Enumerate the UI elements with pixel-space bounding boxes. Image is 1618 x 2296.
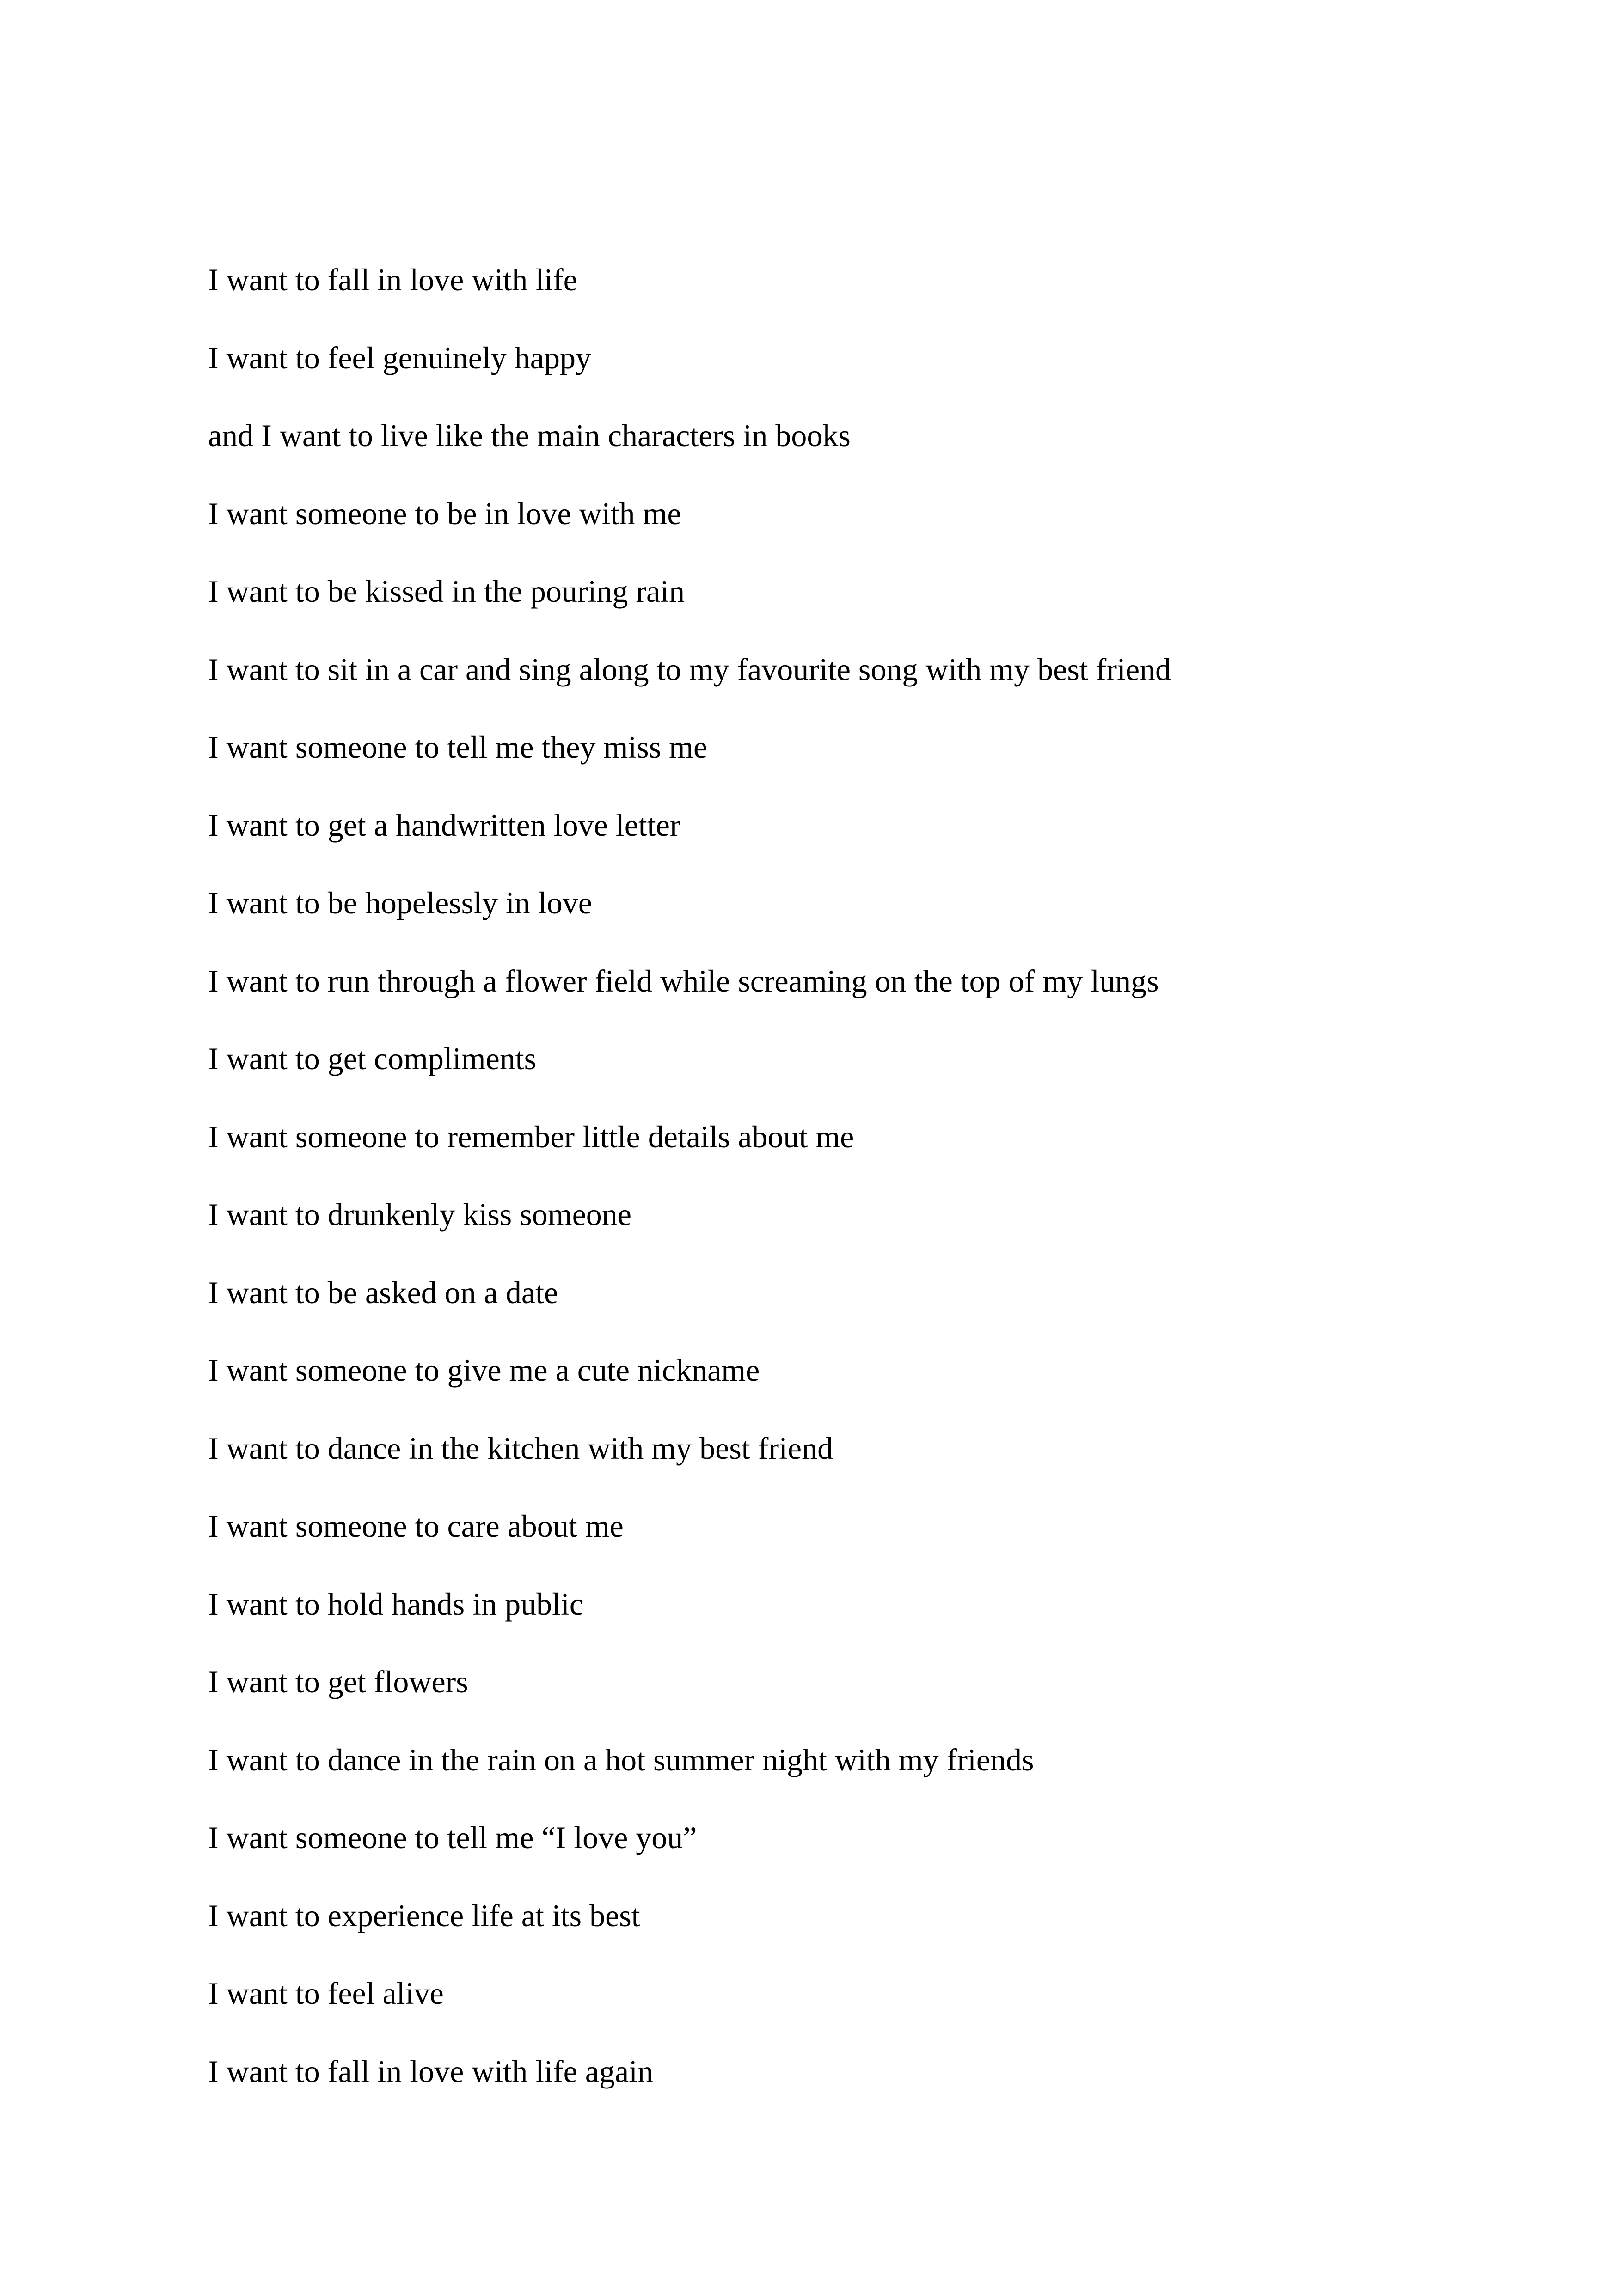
poem-line: I want to fall in love with life bbox=[208, 262, 577, 297]
poem-line: I want to get a handwritten love letter bbox=[208, 807, 680, 843]
poem-line: I want someone to be in love with me bbox=[208, 496, 681, 531]
poem-line: and I want to live like the main characters in books bbox=[208, 418, 851, 453]
poem-line: I want to feel alive bbox=[208, 1976, 444, 2011]
poem-line: I want someone to care about me bbox=[208, 1508, 624, 1543]
poem-line: I want to be kissed in the pouring rain bbox=[208, 574, 685, 609]
poem-line: I want to feel genuinely happy bbox=[208, 340, 591, 375]
poem-line: I want to experience life at its best bbox=[208, 1898, 640, 1933]
poem-line: I want to fall in love with life again bbox=[208, 2053, 654, 2089]
poem-line: I want someone to remember little details about me bbox=[208, 1119, 854, 1154]
poem-line: I want someone to tell me they miss me bbox=[208, 729, 708, 765]
poem-line: I want to run through a flower field while screaming on the top of my lungs bbox=[208, 963, 1159, 998]
poem-line: I want to get compliments bbox=[208, 1041, 537, 1076]
poem-line: I want to hold hands in public bbox=[208, 1586, 584, 1622]
poem-line: I want someone to give me a cute nickname bbox=[208, 1353, 760, 1388]
poem-line: I want someone to tell me “I love you” bbox=[208, 1820, 697, 1855]
poem-line: I want to dance in the rain on a hot summer night with my friends bbox=[208, 1742, 1034, 1777]
poem-line: I want to drunkenly kiss someone bbox=[208, 1197, 631, 1232]
poem-lines bbox=[208, 252, 1502, 2121]
poem-line: I want to be asked on a date bbox=[208, 1274, 558, 1310]
poem-line: I want to dance in the kitchen with my best friend bbox=[208, 1430, 834, 1466]
poem-line: I want to sit in a car and sing along to my favourite song with my best friend bbox=[208, 651, 1171, 687]
poem-line: I want to be hopelessly in love bbox=[208, 885, 592, 920]
poem-line: I want to get flowers bbox=[208, 1664, 468, 1699]
